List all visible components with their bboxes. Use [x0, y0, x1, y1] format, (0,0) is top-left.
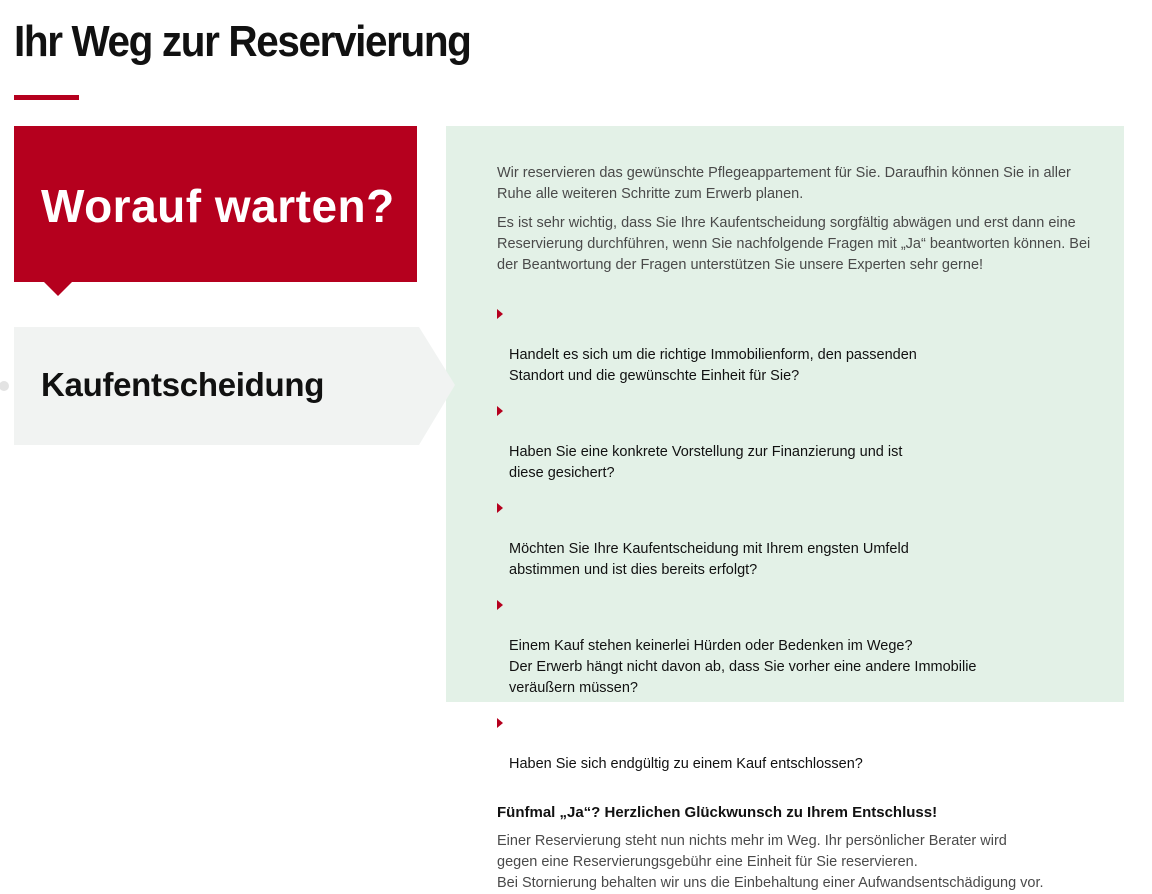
callout-heading: Worauf warten?	[41, 180, 395, 232]
conclusion-text: Einer Reservierung steht nun nichts mehr im Weg. Ihr persönlicher Berater wird gegen eine Reservierungsgebühr eine Einheit für Sie reservieren. Bei Stornierung behalten wir uns die Einbehaltung einer Aufwandsentschädigung vor.	[497, 833, 1044, 891]
question-item	[497, 594, 1069, 699]
question-item	[497, 712, 1069, 775]
triangle-bullet-icon	[497, 718, 503, 728]
step-label: Kaufentscheidung	[41, 366, 325, 403]
conclusion-heading: Fünfmal „Ja“? Herzlichen Glückwunsch zu Ihrem Entschluss!	[497, 804, 938, 821]
title-underline	[14, 95, 79, 100]
question-item	[497, 303, 1069, 387]
question-list	[497, 303, 1107, 775]
question-text: Haben Sie eine konkrete Vorstellung zur Finanzierung und ist diese gesichert?	[509, 444, 903, 481]
callout-pointer	[43, 281, 73, 296]
intro-paragraph: Es ist sehr wichtig, dass Sie Ihre Kaufentscheidung sorgfältig abwägen und erst dann eine Reservierung durchführen, wenn Sie nachfolgende Fragen mit „Ja“ beantworten können. Bei der Beantwortung der Fragen unterstützen Sie unsere Experten sehr gerne!	[497, 215, 1091, 273]
question-text: Haben Sie sich endgültig zu einem Kauf entschlossen?	[509, 756, 863, 772]
question-text: Einem Kauf stehen keinerlei Hürden oder Bedenken im Wege? Der Erwerb hängt nicht davon ab, dass Sie vorher eine andere Immobilie veräußern müssen?	[509, 638, 977, 696]
panel-notch	[445, 325, 457, 447]
question-item	[497, 400, 1069, 484]
triangle-bullet-icon	[497, 309, 503, 319]
triangle-bullet-icon	[497, 406, 503, 416]
triangle-bullet-icon	[497, 503, 503, 513]
question-item	[497, 497, 1069, 581]
question-text: Möchten Sie Ihre Kaufentscheidung mit Ihrem engsten Umfeld abstimmen und ist dies bereits erfolgt?	[509, 541, 909, 578]
intro-paragraph: Wir reservieren das gewünschte Pflegeappartement für Sie. Daraufhin können Sie in aller Ruhe alle weiteren Schritte zum Erwerb planen.	[497, 165, 1071, 202]
question-text: Handelt es sich um die richtige Immobilienform, den passenden Standort und die gewünschte Einheit für Sie?	[509, 347, 917, 384]
triangle-bullet-icon	[497, 600, 503, 610]
page-title: Ihr Weg zur Reservierung	[14, 17, 471, 66]
panel-content	[497, 163, 1107, 894]
